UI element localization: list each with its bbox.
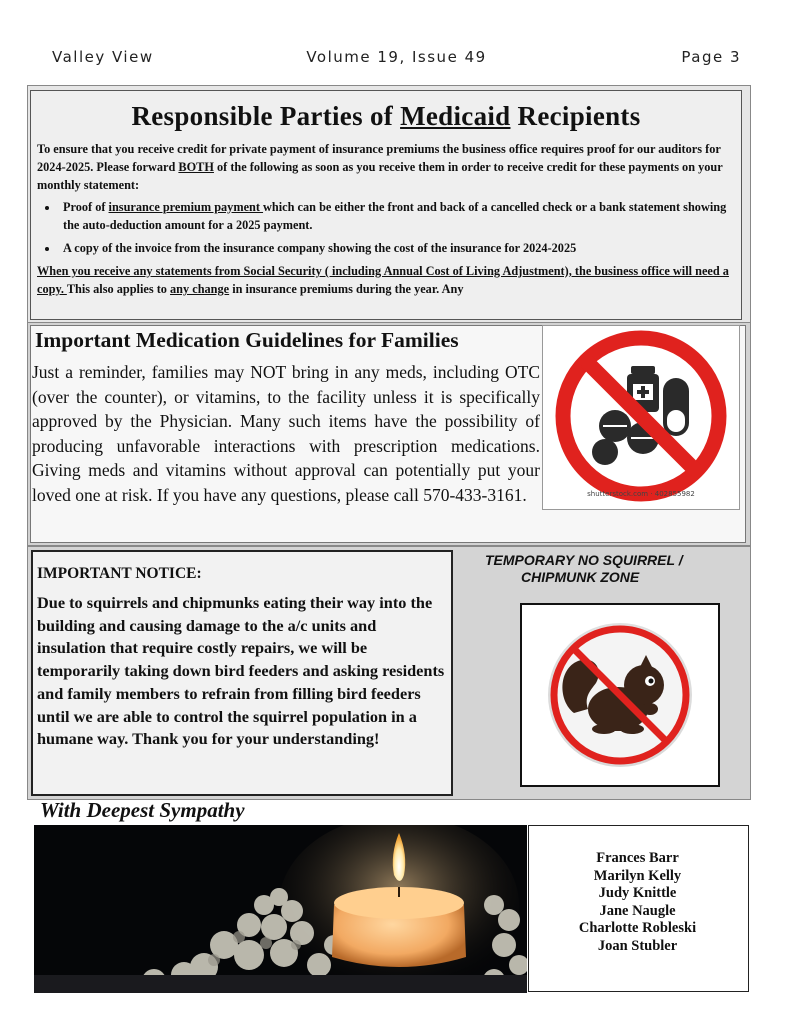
sympathy-title: With Deepest Sympathy [40, 798, 245, 822]
candle-icon [34, 825, 527, 993]
medicaid-title: Responsible Parties of Medicaid Recipients [131, 101, 641, 131]
medicaid-body [31, 140, 741, 298]
no-medication-image [542, 325, 740, 510]
list-item: • A copy of the invoice from the insurance company showing the cost of the insurance for 2024-2025 [59, 239, 735, 257]
no-squirrel-image [520, 603, 720, 787]
candle-image [34, 825, 527, 993]
medicaid-section [30, 90, 742, 320]
page-number: Page 3 [681, 48, 741, 66]
no-medication-icon [543, 326, 739, 509]
issue-label: Volume 19, Issue 49 [306, 48, 487, 66]
medicaid-closing: When you receive any statements from Social Security ( including Annual Cost of Living Adjustment), the business office will need a copy. This also applies to any change in insurance premiums during the year. Any [37, 264, 729, 296]
medication-title: Important Medication Guidelines for Families [35, 328, 459, 352]
image-credit: shutterstock.com · 402855982 [587, 490, 695, 498]
list-item: Charlotte Robleski [578, 920, 697, 936]
zone-caption-line1: TEMPORARY NO SQUIRREL / [485, 552, 683, 568]
notice-title: IMPORTANT NOTICE: [37, 565, 202, 582]
names-list [528, 850, 747, 955]
list-item: Marilyn Kelly [593, 867, 682, 884]
page-header [52, 48, 741, 68]
medicaid-intro: To ensure that you receive credit for private payment of insurance premiums the business office requires proof for our auditors for 2024-2025. Please forward BOTH of the following as soon as you receive them in order to receive credit for these payments on your monthly statement: [37, 142, 723, 192]
medication-text: Just a reminder, families may NOT bring in any meds, including OTC (over the counter), or vitamins, to the facility unless it is specifically approved by the Physician. Many such items have the possibility of producing unfavorable interactions with prescription medications. Giving meds and vitamins without approval can potentially put your loved one at risk. If you have any questions, please call 570-433-3161. [32, 362, 540, 505]
notice-text: Due to squirrels and chipmunks eating their way into the building and causing damage to the a/c units and insulation that require costly repairs, we will be temporarily taking down bird feeders and asking residents and family members to refrain from filling bird feeders until we are able to control the squirrel population in a humane way. Thank you for your understanding! [37, 593, 445, 749]
list-item: Joan Stubler [597, 937, 678, 954]
list-item: Jane Naugle [599, 902, 676, 919]
medicaid-list [37, 198, 735, 257]
no-squirrel-icon [522, 605, 718, 785]
list-item: Judy Knittle [598, 885, 677, 901]
list-item: Frances Barr [596, 850, 679, 866]
list-item: • Proof of insurance premium payment which can be either the front and back of a cancelled check or a bank statement showing the auto-deduction amount for a 2025 payment. [59, 198, 735, 234]
zone-caption-line2: CHIPMUNK ZONE [521, 569, 640, 585]
zone-caption [485, 552, 743, 586]
newsletter-name: Valley View [52, 48, 154, 66]
